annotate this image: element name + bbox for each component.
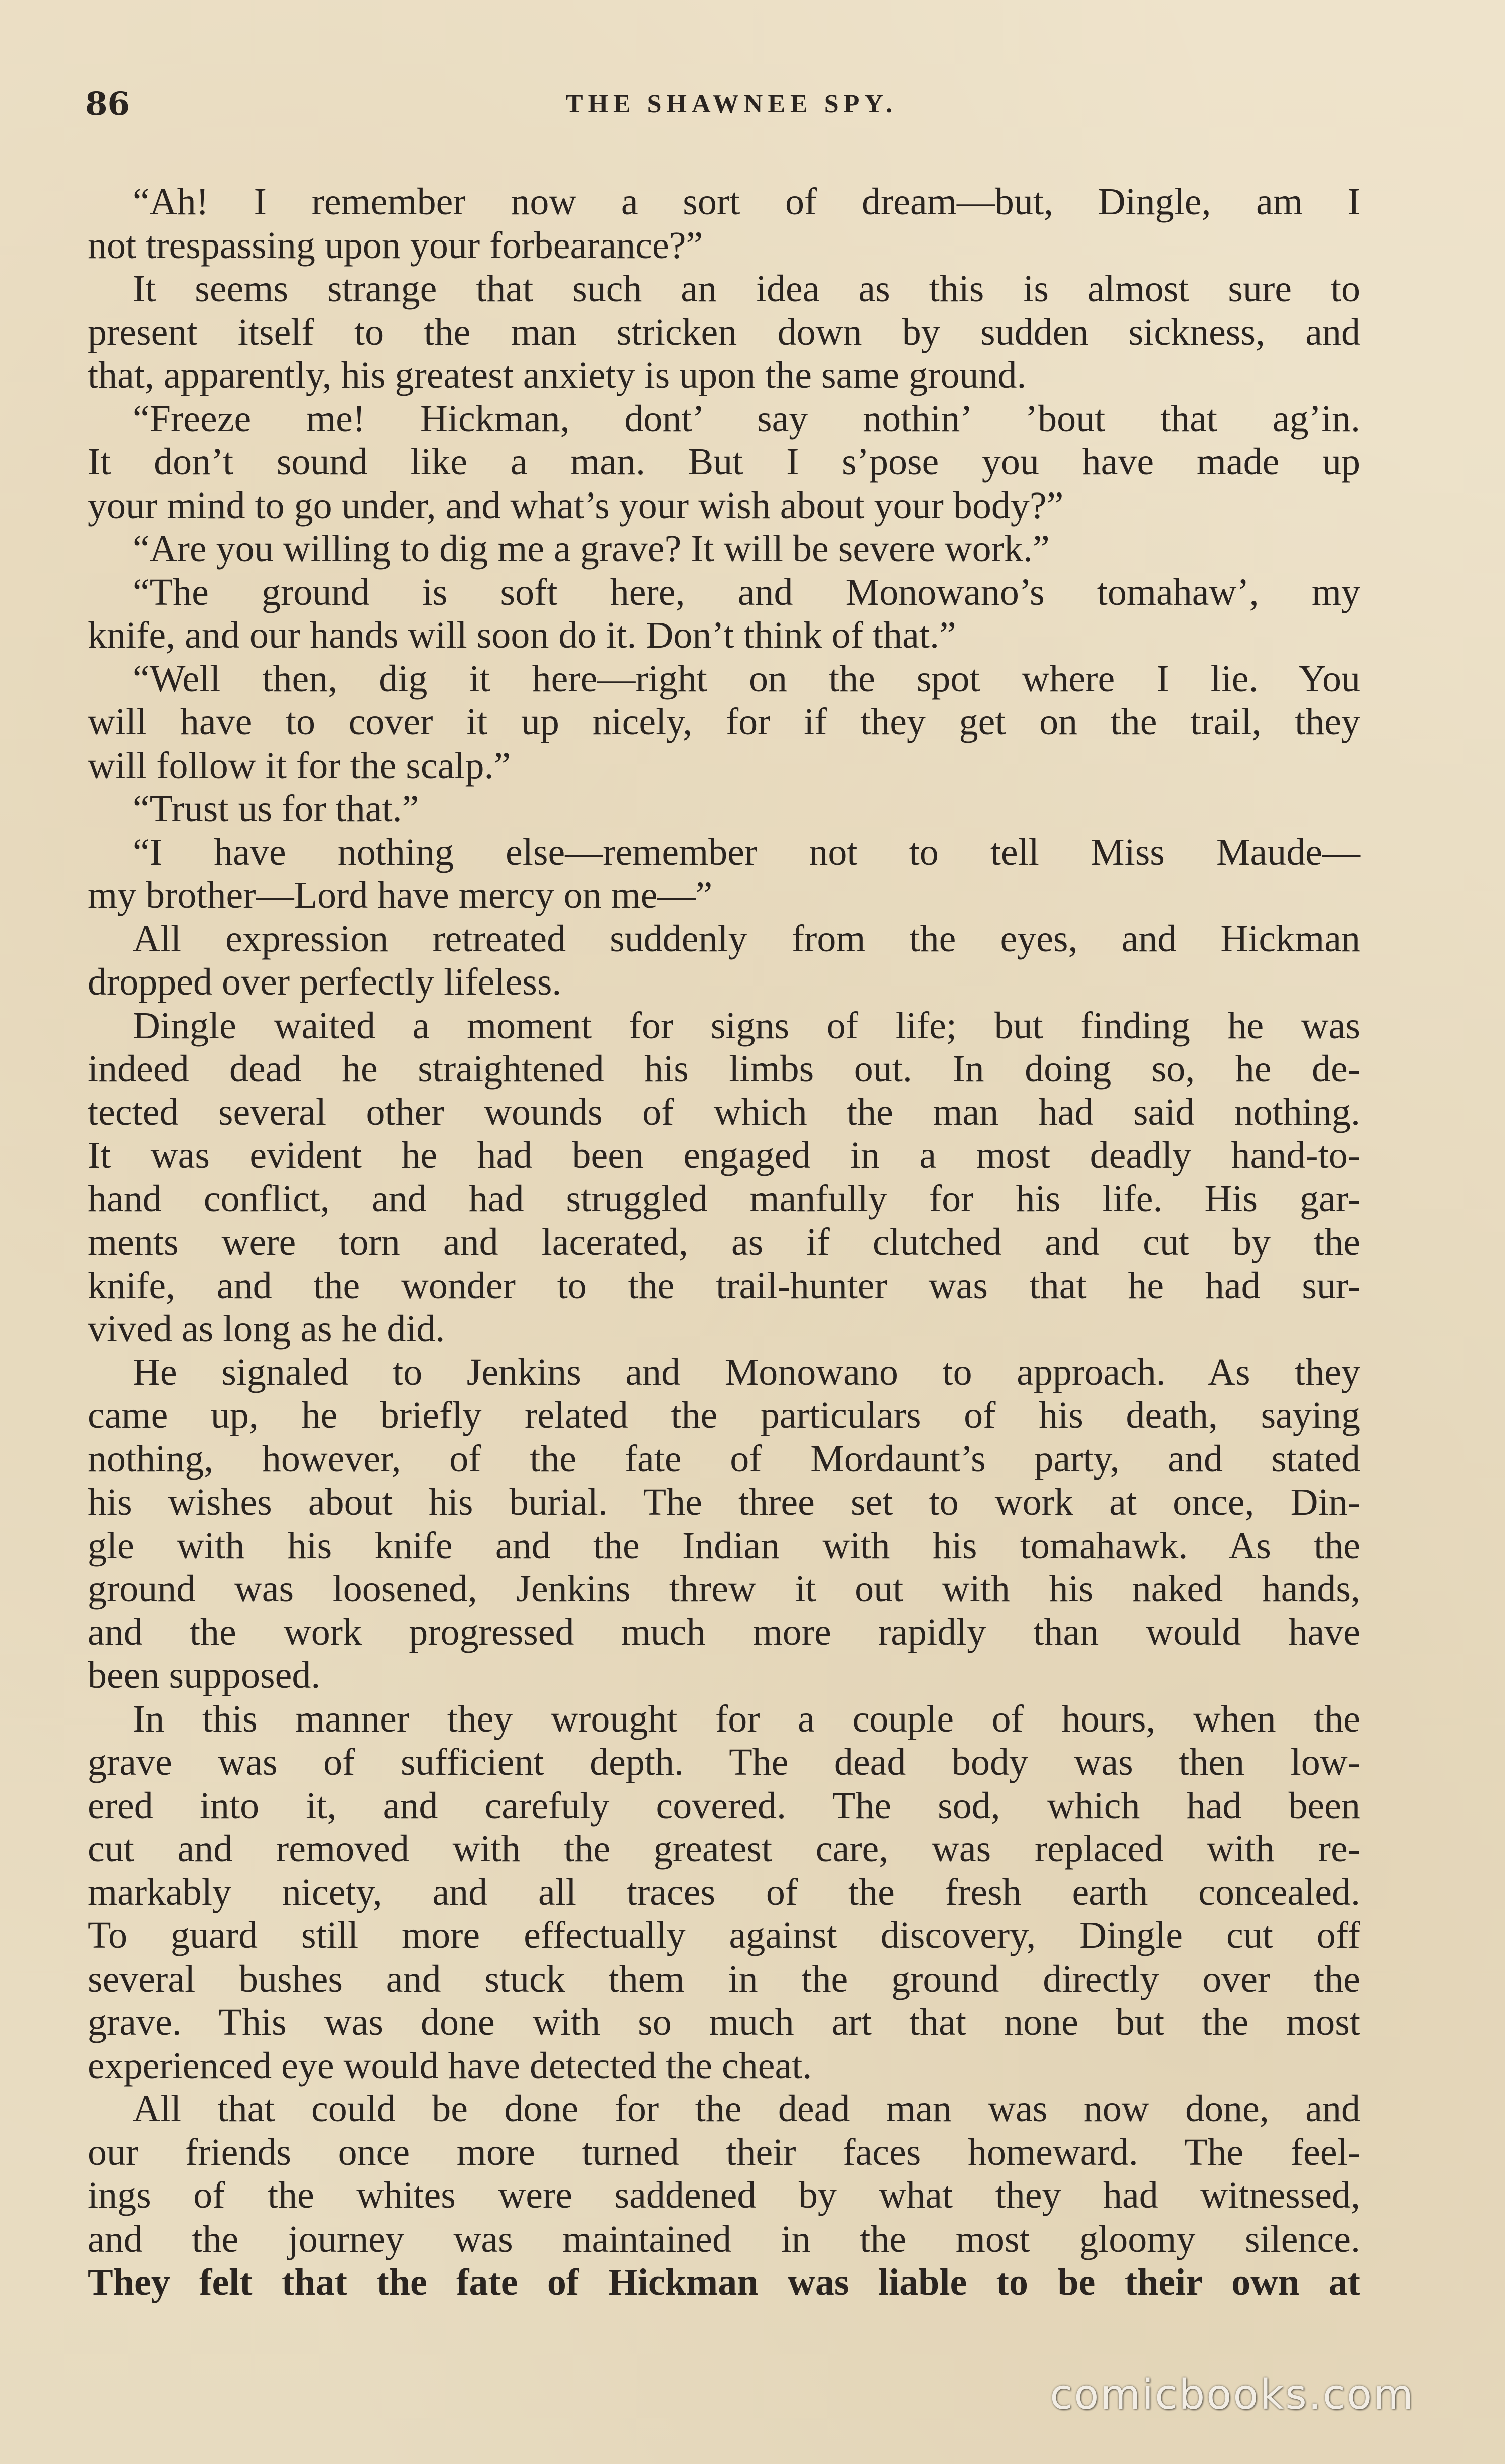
text-line: “Trust us for that.” bbox=[133, 788, 419, 830]
text-line: nothing, however, of the fate of Mordaunt’s party, and stated bbox=[88, 1437, 1360, 1480]
text-line: “Are you willing to dig me a grave? It will be severe work.” bbox=[133, 528, 1050, 570]
text-line: He signaled to Jenkins and Monowano to approach. As they bbox=[133, 1351, 1360, 1393]
text-line: “The ground is soft here, and Monowano’s tomahaw’, my bbox=[133, 571, 1360, 613]
text-line: that, apparently, his greatest anxiety is upon the same ground. bbox=[88, 354, 1027, 396]
text-line: “I have nothing else—remember not to tell Miss Maude— bbox=[133, 831, 1360, 873]
page-number: 86 bbox=[85, 85, 130, 123]
body-text bbox=[88, 180, 1360, 2304]
text-line: gle with his knife and the Indian with his tomahawk. As the bbox=[88, 1524, 1360, 1567]
text-line: All expression retreated suddenly from the eyes, and Hickman bbox=[133, 917, 1360, 960]
text-line: his wishes about his burial. The three set to work at once, Din- bbox=[88, 1481, 1360, 1523]
text-line: our friends once more turned their faces homeward. The feel- bbox=[88, 2131, 1360, 2173]
text-line: vived as long as he did. bbox=[88, 1308, 445, 1350]
text-line: dropped over perfectly lifeless. bbox=[88, 961, 562, 1003]
text-line: tected several other wounds of which the man had said nothing. bbox=[88, 1091, 1360, 1133]
text-line: ground was loosened, Jenkins threw it out with his naked hands, bbox=[88, 1568, 1360, 1610]
text-line: It was evident he had been engaged in a most deadly hand-to- bbox=[88, 1134, 1360, 1176]
text-line: will follow it for the scalp.” bbox=[88, 744, 511, 787]
text-line: “Well then, dig it here—right on the spot where I lie. You bbox=[133, 657, 1360, 700]
text-line: grave. This was done with so much art that none but the most bbox=[88, 2001, 1360, 2043]
text-line: your mind to go under, and what’s your wish about your body?” bbox=[88, 484, 1064, 527]
text-line: hand conflict, and had struggled manfully for his life. His gar- bbox=[88, 1177, 1360, 1220]
watermark: comicbooks.com bbox=[1050, 2371, 1415, 2419]
running-head bbox=[85, 85, 1378, 125]
text-line: present itself to the man stricken down by sudden sickness, and bbox=[88, 311, 1360, 353]
text-line: and the work progressed much more rapidly than would have bbox=[88, 1611, 1360, 1653]
text-line: been supposed. bbox=[88, 1654, 321, 1696]
text-line: markably nicety, and all traces of the fresh earth concealed. bbox=[88, 1871, 1360, 1913]
text-line: It seems strange that such an idea as this is almost sure to bbox=[133, 268, 1360, 310]
text-line: “Freeze me! Hickman, dont’ say nothin’ ’bout that ag’in. bbox=[133, 397, 1360, 440]
text-line: Dingle waited a moment for signs of life; but finding he was bbox=[133, 1004, 1360, 1047]
running-title: THE SHAWNEE SPY. bbox=[565, 90, 898, 118]
text-line: To guard still more effectually against discovery, Dingle cut off bbox=[88, 1914, 1360, 1956]
text-line: ered into it, and carefuly covered. The sod, which had been bbox=[88, 1784, 1360, 1827]
text-line: ments were torn and lacerated, as if clutched and cut by the bbox=[88, 1221, 1360, 1263]
text-line: not trespassing upon your forbearance?” bbox=[88, 224, 703, 267]
text-line: will have to cover it up nicely, for if they get on the trail, they bbox=[88, 701, 1360, 743]
text-line: indeed dead he straightened his limbs out. In doing so, he de- bbox=[88, 1048, 1360, 1090]
text-line: grave was of sufficient depth. The dead body was then low- bbox=[88, 1741, 1360, 1783]
text-line: knife, and the wonder to the trail-hunter was that he had sur- bbox=[88, 1264, 1360, 1307]
text-line: ings of the whites were saddened by what they had witnessed, bbox=[88, 2174, 1360, 2216]
text-line: experienced eye would have detected the cheat. bbox=[88, 2044, 812, 2087]
text-line: “Ah! I remember now a sort of dream—but, Dingle, am I bbox=[133, 181, 1360, 223]
text-line: came up, he briefly related the particulars of his death, saying bbox=[88, 1394, 1360, 1436]
text-line: In this manner they wrought for a couple of hours, when the bbox=[133, 1697, 1360, 1740]
text-line: knife, and our hands will soon do it. Don’t think of that.” bbox=[88, 614, 956, 656]
text-line: It don’t sound like a man. But I s’pose you have made up bbox=[88, 441, 1360, 483]
text-line: They felt that the fate of Hickman was liable to be their own at bbox=[88, 2261, 1360, 2303]
text-line: cut and removed with the greatest care, was replaced with re- bbox=[88, 1828, 1360, 1870]
text-line: and the journey was maintained in the most gloomy silence. bbox=[88, 2217, 1360, 2260]
text-line: All that could be done for the dead man was now done, and bbox=[133, 2088, 1360, 2130]
text-line: my brother—Lord have mercy on me—” bbox=[88, 874, 713, 916]
text-line: several bushes and stuck them in the ground directly over the bbox=[88, 1957, 1360, 2000]
